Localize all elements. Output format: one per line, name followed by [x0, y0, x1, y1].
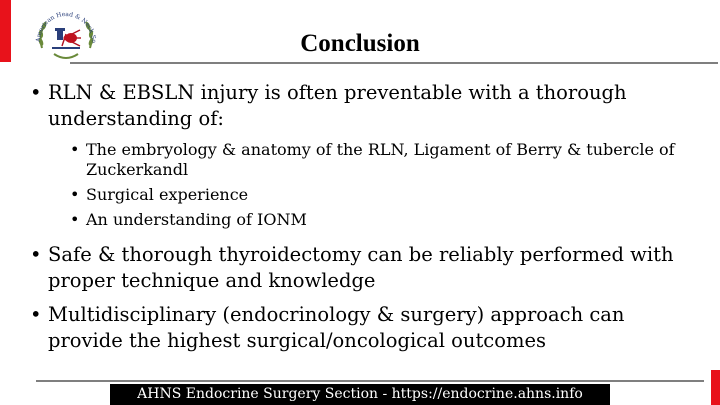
bullet-marker: •: [70, 185, 80, 204]
slide-title: Conclusion: [300, 30, 420, 57]
bullet-text: Safe & thorough thyroidectomy can be reliably performed with proper technique and knowledge: [48, 243, 674, 292]
sub-bullet-text: An understanding of IONM: [86, 210, 307, 229]
bullet-marker: •: [70, 140, 80, 159]
sub-bullet-text: Surgical experience: [86, 185, 249, 204]
bullet-marker: •: [70, 210, 80, 229]
bullet-item: [30, 242, 690, 294]
sub-bullet-item: [30, 185, 690, 205]
bullet-text: RLN & EBSLN injury is often preventable with a thorough understanding of:: [48, 81, 627, 130]
footer-banner: AHNS Endocrine Surgery Section - https://endocrine.ahns.info: [110, 384, 610, 405]
sub-bullet-item: [30, 140, 690, 180]
bullet-text: Multidisciplinary (endocrinology & surgery) approach can provide the highest surgical/oncological outcomes: [48, 303, 625, 352]
bullet-marker: •: [30, 303, 42, 326]
bullet-item: [30, 80, 690, 132]
footer-divider: [36, 380, 704, 382]
title-divider: [70, 62, 718, 64]
sub-bullet-item: [30, 210, 690, 230]
bullet-item: [30, 302, 690, 354]
bullet-list: [30, 80, 690, 354]
sub-bullet-text: The embryology & anatomy of the RLN, Ligament of Berry & tubercle of Zuckerkandl: [86, 140, 675, 179]
svg-text:American Head & Neck Society: American Head & Neck So: [34, 10, 98, 44]
bullet-marker: •: [30, 243, 42, 266]
accent-bar-right: [711, 370, 720, 405]
bullet-marker: •: [30, 81, 42, 104]
